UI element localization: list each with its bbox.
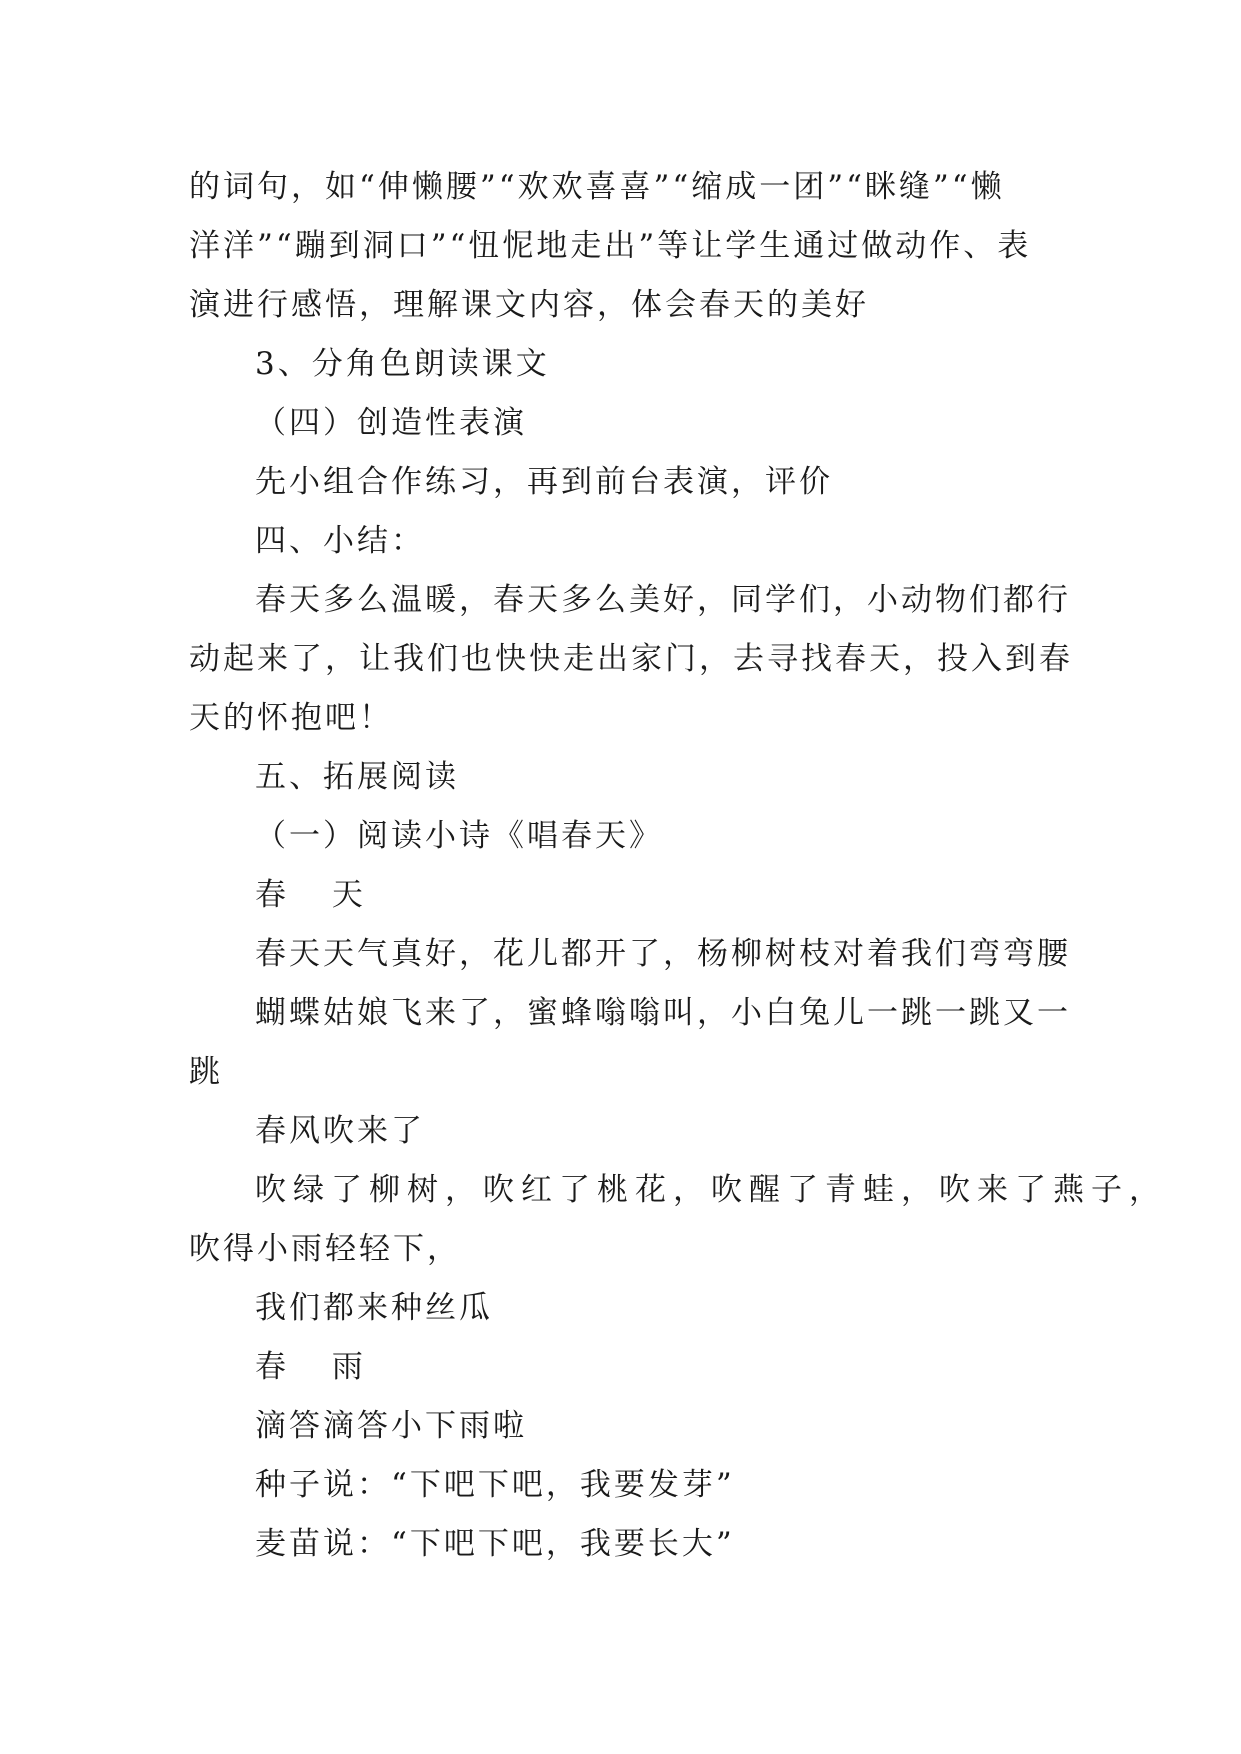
section-heading: 四、小结： xyxy=(255,523,425,559)
poem-line: 滴答滴答小下雨啦 xyxy=(255,1408,527,1444)
poem-line: 麦苗说：“下吧下吧，我要长大” xyxy=(255,1526,735,1562)
paragraph-line: 演进行感悟，理解课文内容，体会春天的美好 xyxy=(189,287,869,323)
poem-line: 种子说：“下吧下吧，我要发芽” xyxy=(255,1467,735,1503)
section-heading: 五、拓展阅读 xyxy=(255,759,459,795)
poem-line: 吹绿了柳树，吹红了桃花，吹醒了青蛙，吹来了燕子， xyxy=(255,1172,1167,1208)
poem-line: 跳 xyxy=(189,1054,223,1090)
paragraph-line: 的词句，如“伸懒腰”“欢欢喜喜”“缩成一团”“眯缝”“懒 xyxy=(189,169,1005,205)
section-heading: （四）创造性表演 xyxy=(255,405,527,441)
paragraph-line: 春天多么温暖，春天多么美好，同学们，小动物们都行 xyxy=(255,582,1071,618)
paragraph-line: 天的怀抱吧！ xyxy=(189,700,393,736)
poem-title: 春 雨 xyxy=(255,1349,381,1385)
section-heading: （一）阅读小诗《唱春天》 xyxy=(255,818,663,854)
poem-line: 春风吹来了 xyxy=(255,1113,425,1149)
paragraph-line: 3、分角色朗读课文 xyxy=(255,346,550,382)
document-body xyxy=(189,158,1167,1574)
poem-line: 吹得小雨轻轻下， xyxy=(189,1231,461,1267)
poem-line: 蝴蝶姑娘飞来了，蜜蜂嗡嗡叫，小白兔儿一跳一跳又一 xyxy=(255,995,1071,1031)
poem-line: 我们都来种丝瓜 xyxy=(255,1290,493,1326)
paragraph-line: 动起来了，让我们也快快走出家门，去寻找春天，投入到春 xyxy=(189,641,1073,677)
paragraph-line: 洋洋”“蹦到洞口”“忸怩地走出”等让学生通过做动作、表 xyxy=(189,228,1032,264)
paragraph-line: 先小组合作练习，再到前台表演，评价 xyxy=(255,464,833,500)
poem-line: 春天天气真好，花儿都开了，杨柳树枝对着我们弯弯腰 xyxy=(255,936,1071,972)
poem-title: 春 天 xyxy=(255,877,381,913)
